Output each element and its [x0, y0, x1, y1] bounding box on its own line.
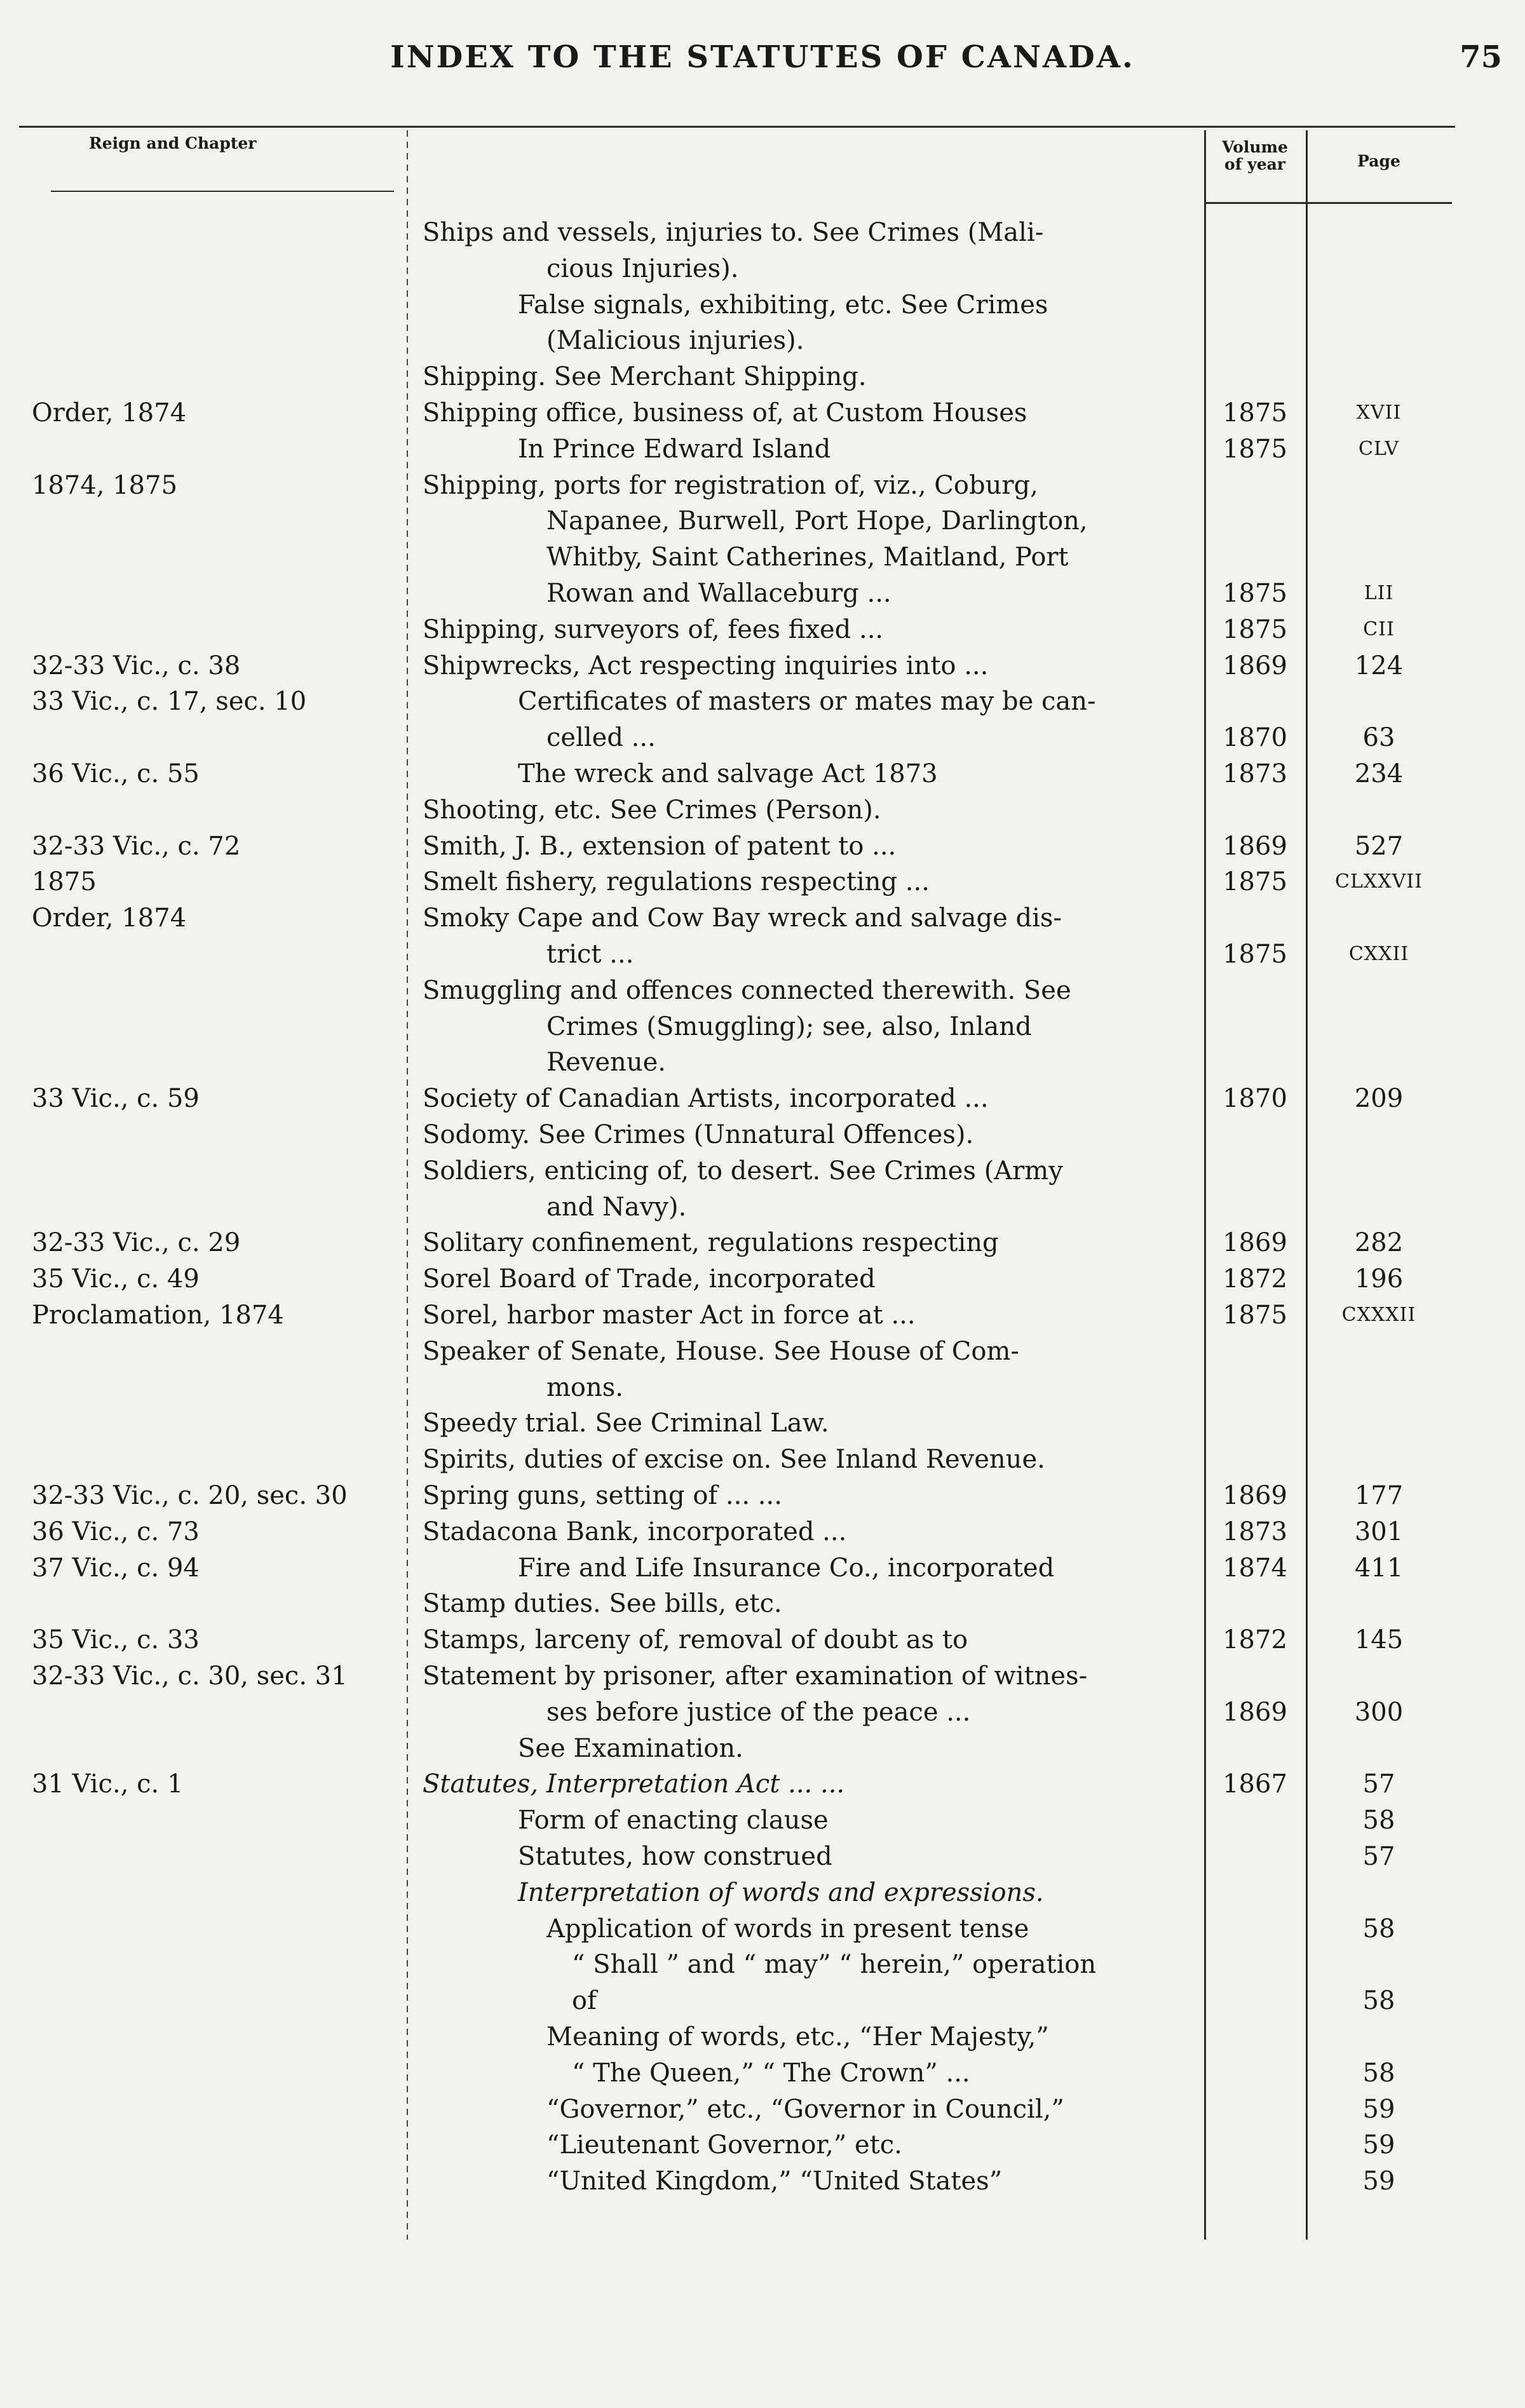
volume-year: 1869 — [1223, 1481, 1287, 1510]
table-row — [0, 1371, 1525, 1404]
page-reference: 63 — [1362, 723, 1395, 753]
index-entry: and Navy). — [546, 1192, 687, 1222]
page-reference: 59 — [1362, 2130, 1395, 2160]
table-row — [0, 360, 1525, 393]
volume-year: 1875 — [1223, 434, 1287, 464]
page-reference: 59 — [1362, 2094, 1395, 2124]
table-row — [0, 469, 1525, 502]
table-row — [0, 1262, 1525, 1295]
table-row — [0, 2165, 1525, 2198]
index-entry: Sorel, harbor master Act in force at ... — [423, 1301, 916, 1330]
index-entry: See Examination. — [518, 1733, 743, 1763]
reign-and-chapter: Order, 1874 — [32, 903, 187, 933]
index-entry: The wreck and salvage Act 1873 — [518, 759, 938, 788]
table-row — [0, 396, 1525, 430]
index-entry: Shipping. See Merchant Shipping. — [423, 362, 867, 392]
table-row — [0, 830, 1525, 863]
page-reference: 301 — [1354, 1517, 1404, 1546]
table-row — [0, 1154, 1525, 1187]
table-row — [0, 1587, 1525, 1620]
index-entry: Sorel Board of Trade, incorporated — [423, 1264, 876, 1294]
index-entry: Smoky Cape and Cow Bay wreck and salvage dis- — [423, 903, 1062, 933]
reign-and-chapter: 36 Vic., c. 55 — [32, 759, 200, 788]
volume-year: 1873 — [1223, 759, 1287, 788]
table-row — [0, 1660, 1525, 1693]
index-entry: Speedy trial. See Criminal Law. — [423, 1409, 829, 1438]
index-entry: “ The Queen,” “ The Crown” ... — [572, 2058, 970, 2088]
index-entry: Smelt fishery, regulations respecting ... — [423, 867, 930, 897]
index-entry: Shipwrecks, Act respecting inquiries into ... — [423, 651, 989, 680]
index-entry: In Prince Edward Island — [518, 434, 831, 464]
column-header-volume-line2: of year — [1224, 155, 1285, 173]
reign-and-chapter: 33 Vic., c. 59 — [32, 1084, 200, 1114]
index-entry: Napanee, Burwell, Port Hope, Darlington, — [546, 506, 1088, 536]
table-row — [0, 252, 1525, 285]
index-entry: Shipping, ports for registration of, viz., Coburg, — [423, 470, 1038, 500]
reign-and-chapter: 35 Vic., c. 49 — [32, 1264, 200, 1294]
index-entry: Statutes, Interpretation Act ... ... — [423, 1769, 845, 1799]
index-entry: mons. — [546, 1372, 624, 1402]
index-entry: Spring guns, setting of ... ... — [423, 1481, 782, 1510]
table-row — [0, 2128, 1525, 2161]
column-header-volume — [1210, 139, 1299, 173]
reign-and-chapter: 32-33 Vic., c. 29 — [32, 1228, 241, 1258]
index-entry: Stamps, larceny of, removal of doubt as to — [423, 1625, 968, 1655]
table-row — [0, 1515, 1525, 1548]
volume-year: 1875 — [1223, 398, 1287, 428]
index-entry: ses before justice of the peace ... — [546, 1697, 971, 1727]
table-row — [0, 324, 1525, 357]
index-entry: of — [572, 1986, 597, 2016]
index-entry: “Lieutenant Governor,” etc. — [546, 2130, 902, 2160]
index-entry: “ Shall ” and “ may” “ herein,” operation — [572, 1950, 1097, 1980]
reign-and-chapter: 32-33 Vic., c. 72 — [32, 831, 241, 861]
reign-and-chapter: Order, 1874 — [32, 398, 187, 428]
table-row — [0, 1407, 1525, 1440]
index-entry: trict ... — [546, 940, 634, 969]
table-row — [0, 1443, 1525, 1476]
table-row — [0, 504, 1525, 538]
page-reference: CLV — [1359, 437, 1399, 460]
table-row — [0, 1299, 1525, 1332]
table-row — [0, 1948, 1525, 1981]
reign-and-chapter: 1874, 1875 — [32, 470, 178, 500]
volume-year: 1869 — [1223, 1228, 1287, 1258]
index-entry: Revenue. — [546, 1048, 666, 1078]
table-row — [0, 613, 1525, 646]
table-row — [0, 1804, 1525, 1837]
page-reference: CLXXVII — [1335, 870, 1423, 893]
reign-and-chapter: Proclamation, 1874 — [32, 1301, 284, 1330]
index-entry: celled ... — [546, 723, 656, 753]
reign-and-chapter: 1875 — [32, 867, 97, 897]
table-row — [0, 902, 1525, 935]
volume-year: 1875 — [1223, 940, 1287, 969]
index-entry: Interpretation of words and expressions. — [518, 1877, 1044, 1907]
volume-year: 1875 — [1223, 867, 1287, 897]
page-reference: 58 — [1362, 1914, 1395, 1944]
table-row — [0, 1046, 1525, 1079]
index-entry: Shipping, surveyors of, fees fixed ... — [423, 614, 884, 644]
page-reference: 300 — [1354, 1697, 1404, 1727]
volume-year: 1869 — [1223, 831, 1287, 861]
page-reference: CXXXII — [1341, 1304, 1416, 1326]
index-entry: Sodomy. See Crimes (Unnatural Offences). — [423, 1120, 974, 1149]
index-entry: Stadacona Bank, incorporated ... — [423, 1517, 847, 1546]
index-entry: Certificates of masters or mates may be can- — [518, 687, 1096, 717]
index-entry: “United Kingdom,” “United States” — [546, 2167, 1003, 2196]
index-entry: Society of Canadian Artists, incorporated ... — [423, 1084, 989, 1114]
table-row — [0, 216, 1525, 249]
index-entry: Solitary confinement, regulations respecting — [423, 1228, 999, 1258]
page-reference: 58 — [1362, 1986, 1395, 2016]
table-row — [0, 1696, 1525, 1729]
table-row — [0, 2057, 1525, 2090]
volume-year: 1875 — [1223, 614, 1287, 644]
table-row — [0, 1010, 1525, 1043]
page-reference: 411 — [1354, 1553, 1404, 1583]
page-reference: 209 — [1354, 1084, 1404, 1114]
index-entry: Shooting, etc. See Crimes (Person). — [423, 795, 881, 825]
table-row — [0, 1768, 1525, 1801]
index-entry: Ships and vessels, injuries to. See Crimes (Mali- — [423, 218, 1044, 247]
page-number: 75 — [1460, 39, 1502, 75]
index-entry: Speaker of Senate, House. See House of Com- — [423, 1336, 1019, 1366]
table-row — [0, 577, 1525, 610]
table-row — [0, 721, 1525, 754]
page-reference: 145 — [1354, 1625, 1404, 1655]
table-row — [0, 865, 1525, 898]
page-reference: XVII — [1356, 402, 1402, 424]
volume-year: 1875 — [1223, 1301, 1287, 1330]
table-row — [0, 649, 1525, 682]
page-reference: 57 — [1362, 1769, 1395, 1799]
header-rule-bottom — [51, 191, 394, 192]
index-entry: Form of enacting clause — [518, 1806, 829, 1836]
column-header-reign: Reign and Chapter — [89, 134, 257, 152]
page-reference: 59 — [1362, 2167, 1395, 2196]
table-row — [0, 1984, 1525, 2017]
volume-year: 1870 — [1223, 1084, 1287, 1114]
index-entry: Smuggling and offences connected therewith. See — [423, 975, 1071, 1005]
table-row — [0, 1840, 1525, 1873]
volume-year: 1874 — [1223, 1553, 1287, 1583]
volume-year: 1873 — [1223, 1517, 1287, 1546]
page-reference: 282 — [1354, 1228, 1404, 1258]
table-row — [0, 433, 1525, 466]
table-row — [0, 757, 1525, 790]
table-row — [0, 1082, 1525, 1115]
index-entry: Application of words in present tense — [546, 1914, 1029, 1944]
table-row — [0, 1623, 1525, 1656]
reign-and-chapter: 32-33 Vic., c. 20, sec. 30 — [32, 1481, 348, 1510]
page-reference: LII — [1364, 582, 1394, 604]
page-reference: 196 — [1354, 1264, 1404, 1294]
reign-and-chapter: 32-33 Vic., c. 38 — [32, 651, 241, 680]
table-row — [0, 2020, 1525, 2053]
table-row — [0, 288, 1525, 321]
table-row — [0, 541, 1525, 574]
index-entry: Whitby, Saint Catherines, Maitland, Port — [546, 543, 1069, 572]
reign-and-chapter: 35 Vic., c. 33 — [32, 1625, 200, 1655]
volume-year: 1869 — [1223, 651, 1287, 680]
header-rule-top — [19, 126, 1455, 128]
page-reference: 58 — [1362, 2058, 1395, 2088]
page-reference: 527 — [1354, 831, 1404, 861]
index-entry: “Governor,” etc., “Governor in Council,” — [546, 2094, 1064, 2124]
index-entry: Crimes (Smuggling); see, also, Inland — [546, 1011, 1032, 1041]
page-reference: 177 — [1354, 1481, 1404, 1510]
column-header-page: Page — [1357, 152, 1400, 170]
table-row — [0, 794, 1525, 827]
page-reference: 234 — [1354, 759, 1404, 788]
table-row — [0, 1876, 1525, 1909]
table-row — [0, 974, 1525, 1007]
table-row — [0, 1191, 1525, 1224]
table-row — [0, 1118, 1525, 1151]
column-header-volume-line1: Volume — [1222, 138, 1288, 156]
reign-and-chapter: 33 Vic., c. 17, sec. 10 — [32, 687, 307, 717]
header-rule-right — [1204, 202, 1452, 204]
index-entry: False signals, exhibiting, etc. See Crimes — [518, 290, 1048, 320]
reign-and-chapter: 32-33 Vic., c. 30, sec. 31 — [32, 1661, 348, 1691]
index-entry: Spirits, duties of excise on. See Inland Revenue. — [423, 1445, 1045, 1475]
reign-and-chapter: 31 Vic., c. 1 — [32, 1769, 184, 1799]
table-row — [0, 1912, 1525, 1945]
table-row — [0, 685, 1525, 718]
table-row — [0, 1335, 1525, 1368]
reign-and-chapter: 36 Vic., c. 73 — [32, 1517, 200, 1546]
table-row — [0, 1226, 1525, 1259]
index-entry: (Malicious injuries). — [546, 326, 804, 356]
page-reference: CII — [1363, 618, 1395, 640]
volume-year: 1872 — [1223, 1625, 1287, 1655]
page-reference: 124 — [1354, 651, 1404, 680]
volume-year: 1869 — [1223, 1697, 1287, 1727]
index-entry: Meaning of words, etc., “Her Majesty,” — [546, 2022, 1049, 2052]
index-entry: Shipping office, business of, at Custom Houses — [423, 398, 1027, 428]
page-reference: CXXII — [1348, 943, 1409, 965]
volume-year: 1872 — [1223, 1264, 1287, 1294]
index-entry: Soldiers, enticing of, to desert. See Crimes (Army — [423, 1156, 1063, 1186]
volume-year: 1875 — [1223, 579, 1287, 608]
index-entry: Statutes, how construed — [518, 1842, 832, 1871]
index-entry: Statement by prisoner, after examination of witnes- — [423, 1661, 1088, 1691]
table-row — [0, 938, 1525, 971]
index-entry: Rowan and Wallaceburg ... — [546, 579, 891, 608]
volume-year: 1867 — [1223, 1769, 1287, 1799]
table-row — [0, 1732, 1525, 1765]
volume-year: 1870 — [1223, 723, 1287, 753]
index-entry: Smith, J. B., extension of patent to ... — [423, 831, 897, 861]
page-title: INDEX TO THE STATUTES OF CANADA. — [390, 39, 1135, 75]
index-entry: Stamp duties. See bills, etc. — [423, 1589, 782, 1619]
page-reference: 57 — [1362, 1842, 1395, 1871]
reign-and-chapter: 37 Vic., c. 94 — [32, 1553, 200, 1583]
index-entry: Fire and Life Insurance Co., incorporated — [518, 1553, 1055, 1583]
table-row — [0, 1479, 1525, 1512]
table-row — [0, 2093, 1525, 2126]
page-reference: 58 — [1362, 1806, 1395, 1836]
index-entry: cious Injuries). — [546, 254, 739, 283]
table-row — [0, 1552, 1525, 1585]
